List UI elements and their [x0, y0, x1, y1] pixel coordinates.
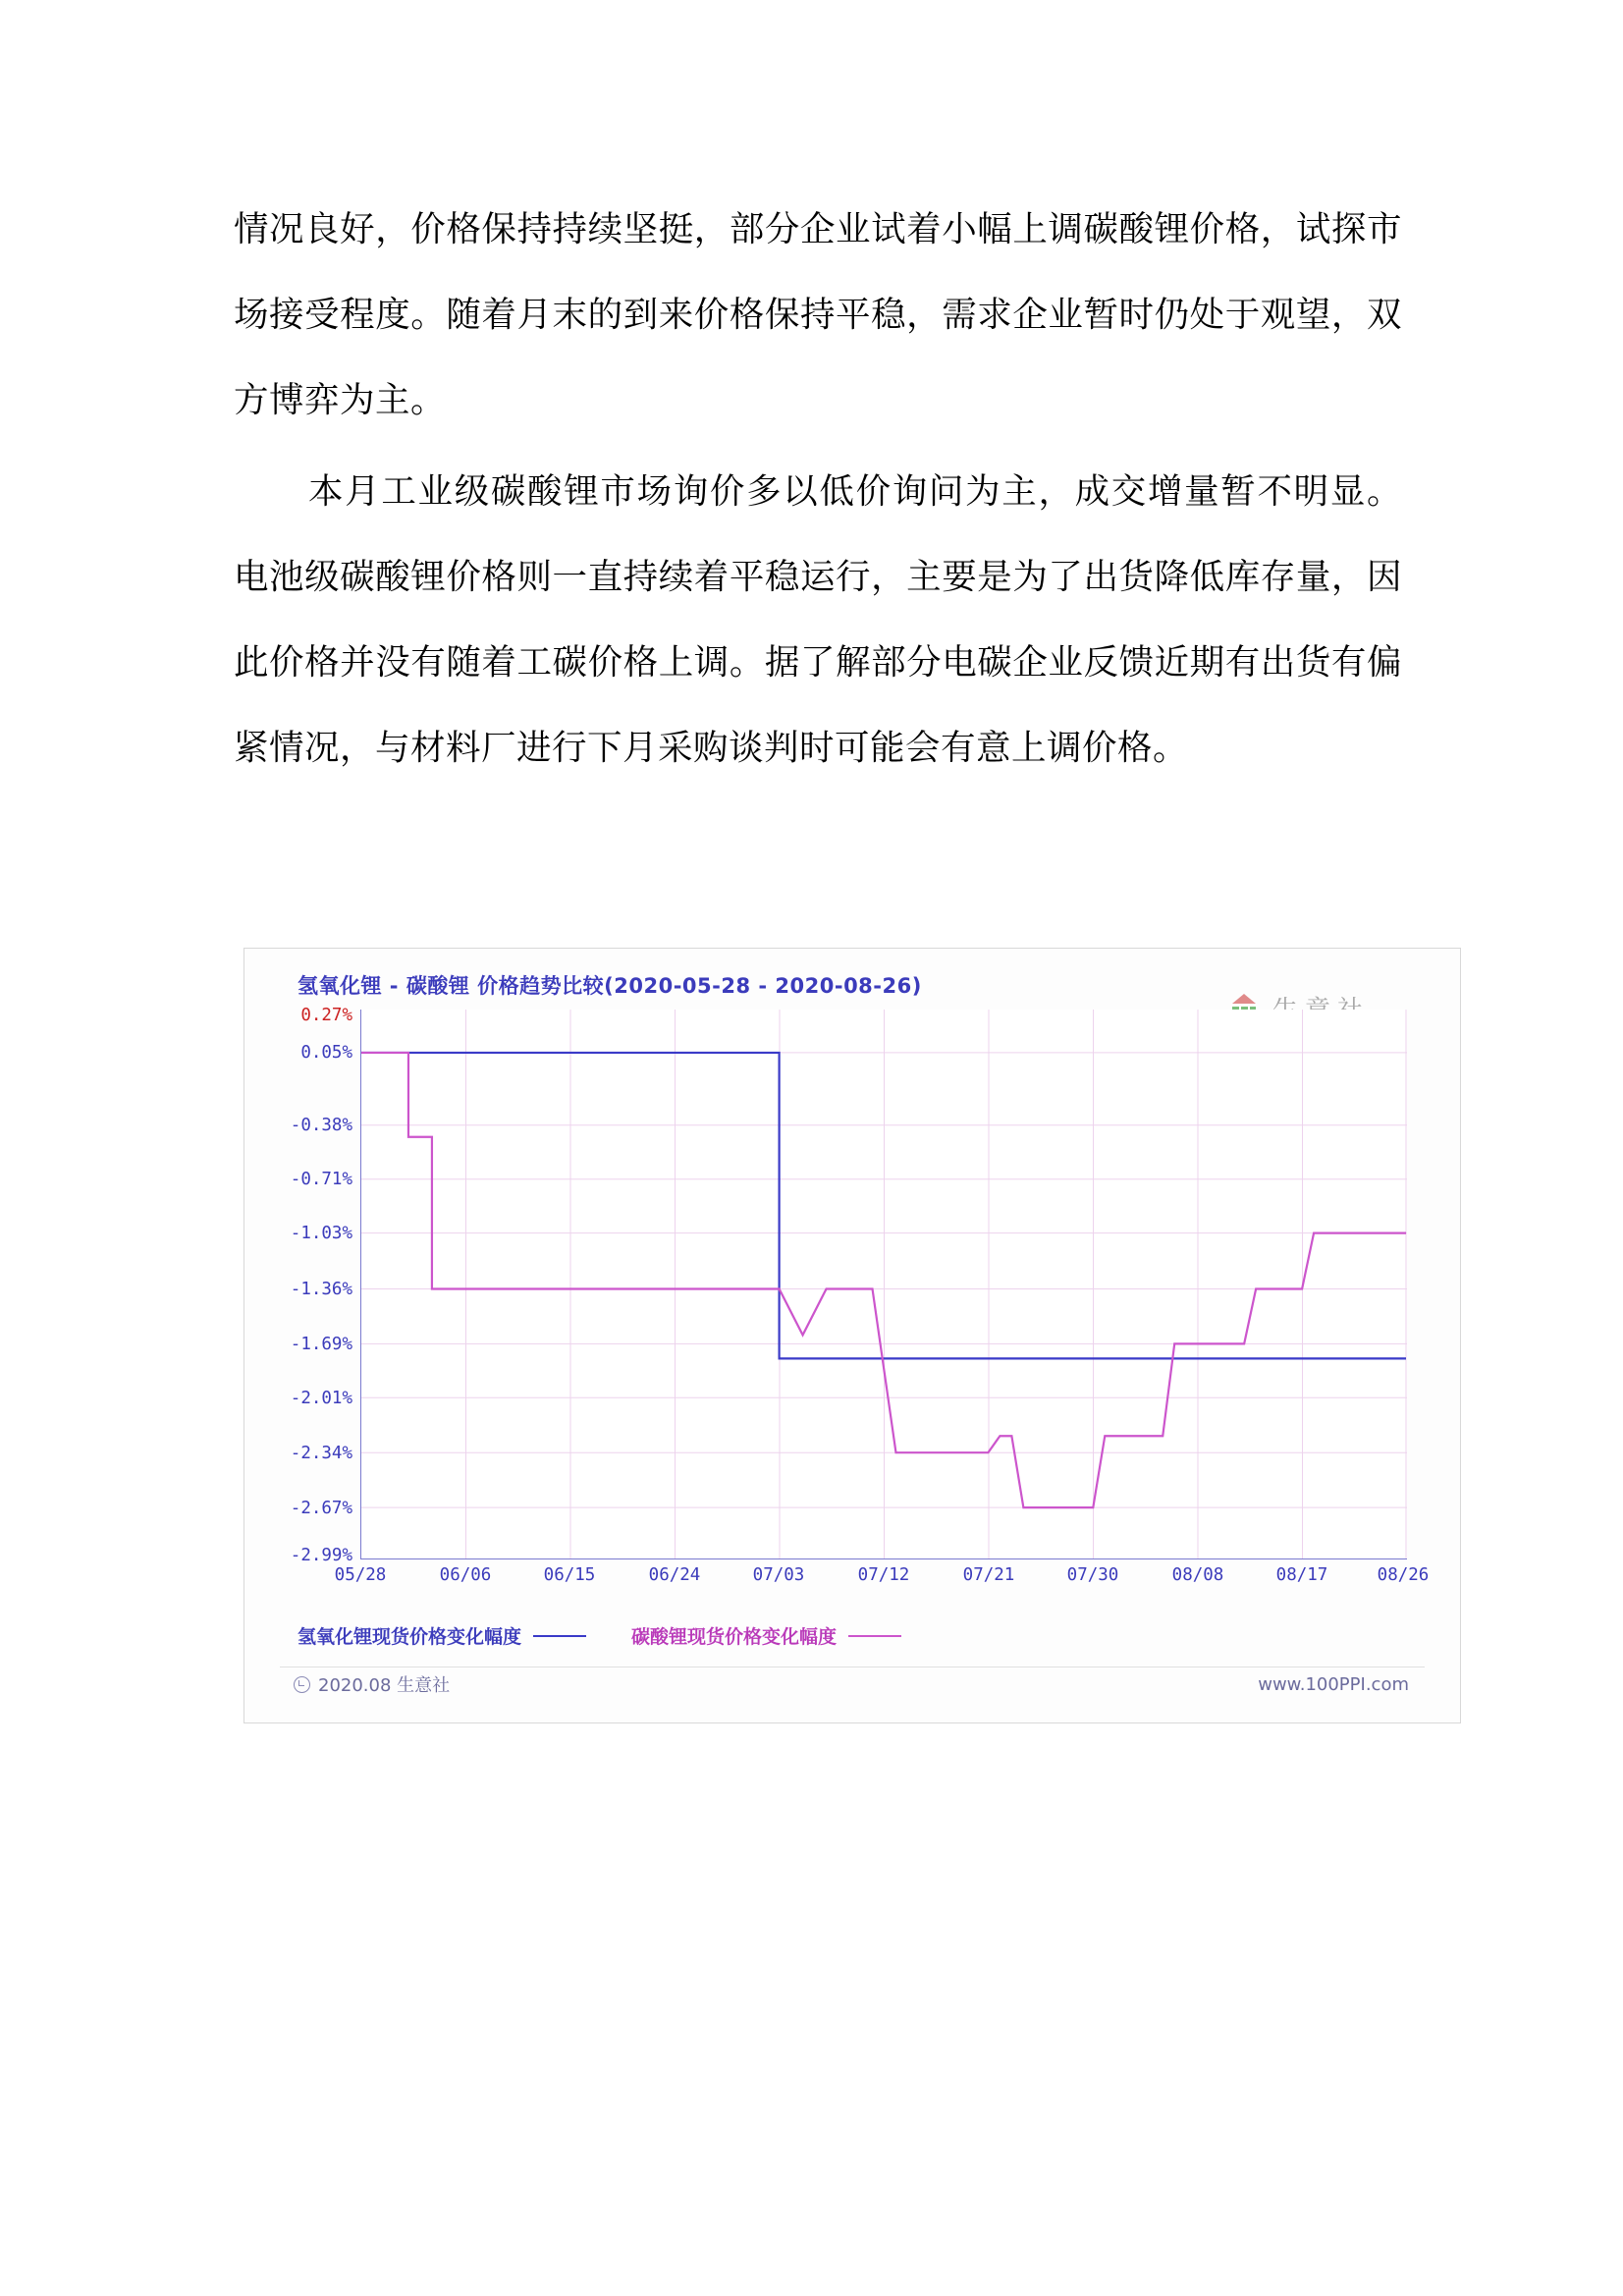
legend-label-series-1: 氢氧化锂现货价格变化幅度 [298, 1626, 522, 1648]
x-tick-0: 05/28 [334, 1565, 387, 1585]
paragraph-1: 情况良好，价格保持持续坚挺，部分企业试着小幅上调碳酸锂价格，试探市场接受程度。随着月末的到来价格保持平稳，需求企业暂时仍处于观望，双方博弈为主。 [234, 209, 1402, 420]
y-tick-6: -1.69% [290, 1335, 352, 1354]
legend-swatch-series-2 [848, 1635, 901, 1637]
x-tick-7: 07/30 [1066, 1565, 1119, 1585]
y-tick-4: -1.03% [290, 1224, 352, 1243]
copyright-icon [294, 1676, 310, 1693]
chart-source-text: 2020.08 生意社 [318, 1675, 451, 1696]
chart-legend [298, 1622, 901, 1649]
y-tick-5: -1.36% [290, 1280, 352, 1299]
x-tick-10: 08/26 [1377, 1565, 1430, 1585]
chart-footer-left [294, 1671, 450, 1697]
x-tick-4: 07/03 [752, 1565, 805, 1585]
chart-inner [262, 962, 1442, 1709]
y-tick-9: -2.67% [290, 1499, 352, 1518]
price-trend-chart-figure [243, 948, 1461, 1723]
x-axis-labels [334, 1565, 1430, 1595]
x-tick-8: 08/08 [1171, 1565, 1224, 1585]
plot-canvas [360, 1010, 1407, 1559]
plot-area [262, 1006, 1444, 1609]
y-tick-0: 0.27% [300, 1006, 352, 1025]
y-tick-1: 0.05% [300, 1043, 352, 1063]
y-axis-labels [262, 1006, 356, 1565]
chart-footer [280, 1667, 1425, 1701]
x-tick-3: 06/24 [648, 1565, 701, 1585]
legend-label-series-2: 碳酸锂现货价格变化幅度 [631, 1626, 838, 1648]
chart-site-url: www.100PPI.com [1258, 1673, 1409, 1695]
y-tick-7: -2.01% [290, 1389, 352, 1408]
x-tick-6: 07/21 [962, 1565, 1015, 1585]
y-tick-3: -0.71% [290, 1170, 352, 1189]
x-tick-5: 07/12 [857, 1565, 910, 1585]
chart-title: 氢氧化锂 - 碳酸锂 价格趋势比较(2020-05-28 - 2020-08-26) [298, 974, 922, 998]
grid-vertical [466, 1010, 1407, 1558]
y-tick-10: -2.99% [290, 1546, 352, 1565]
legend-swatch-series-1 [533, 1635, 586, 1637]
x-tick-9: 08/17 [1275, 1565, 1328, 1585]
chart-svg [361, 1010, 1407, 1558]
document-body [234, 187, 1402, 791]
x-tick-2: 06/15 [543, 1565, 596, 1585]
paragraph-2: 本月工业级碳酸锂市场询价多以低价询问为主，成交增量暂不明显。电池级碳酸锂价格则一直持续着平稳运行，主要是为了出货降低库存量，因此价格并没有随着工碳价格上调。据了解部分电碳企业反馈近期有出货有偏紧情况，与材料厂进行下月采购谈判时可能会有意上调价格。 [234, 471, 1402, 768]
y-tick-2: -0.38% [290, 1116, 352, 1135]
x-tick-1: 06/06 [439, 1565, 492, 1585]
y-tick-8: -2.34% [290, 1444, 352, 1463]
